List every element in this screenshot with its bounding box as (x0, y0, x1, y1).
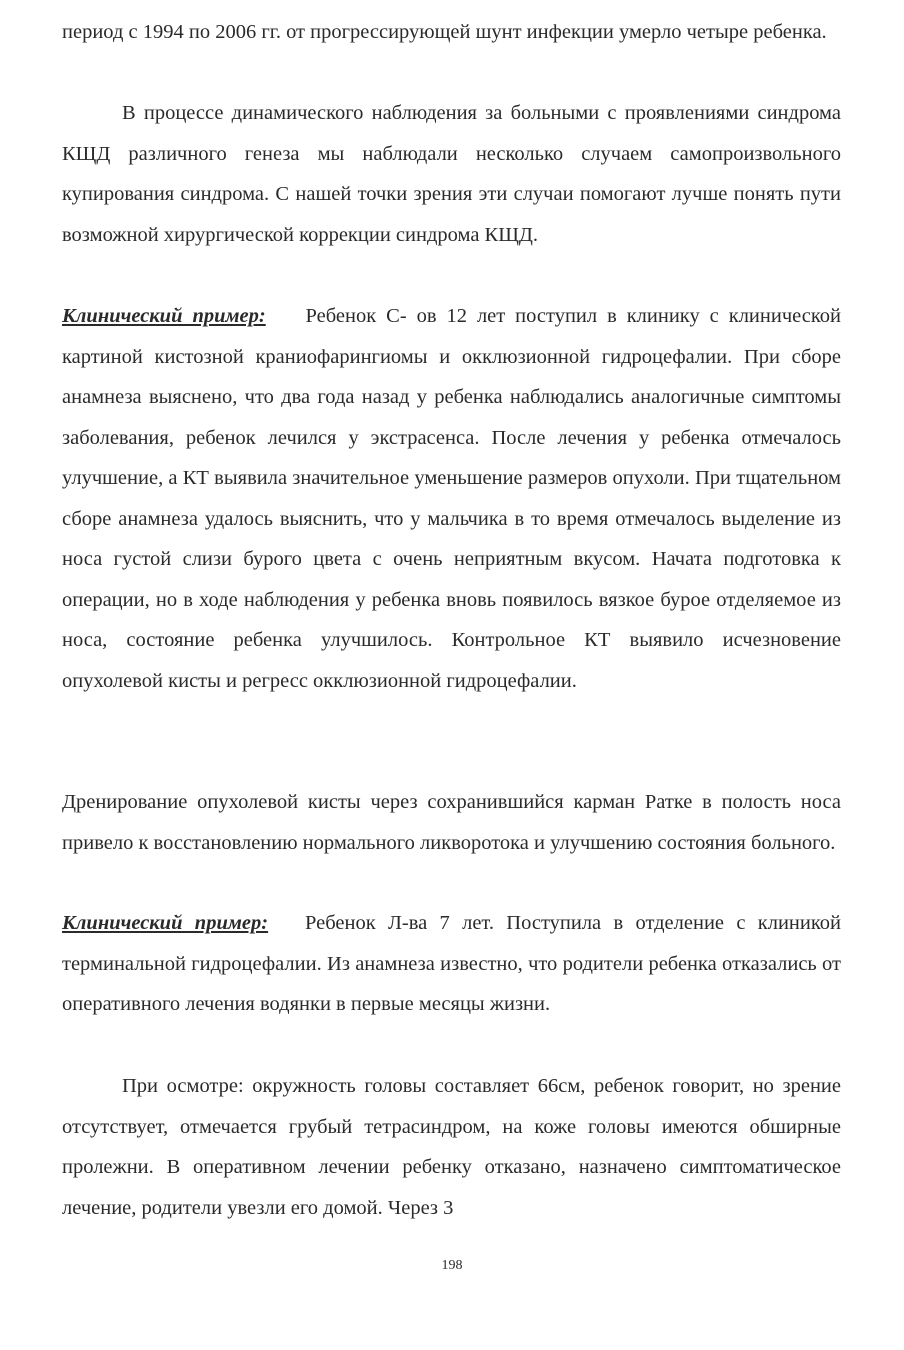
clinical-example-heading: Клинический пример: (62, 305, 266, 327)
paragraph-drainage (62, 782, 841, 863)
paragraph-3-text: Ребенок С- ов 12 лет поступил в клинику с клинической картиной кистозной краниофарингиомы и окклюзионной гидроцефалии. При сборе анамнеза выяснено, что два года назад у ребенка наблюдались аналогичные симптомы заболевания, ребенок лечился у экстрасенса. После лечения у ребенка отмечалось улучшение, а КТ выявила значительное уменьшение размеров опухоли. При тщательном сборе анамнеза удалось выяснить, что у мальчика в то время отмечалось выделение из носа густой слизи бурого цвета с очень неприятным вкусом. Начата подготовка к операции, но в ходе наблюдения у ребенка вновь появилось вязкое бурое отделяемое из носа, состояние ребенка улучшилось. Контрольное КТ выявило исчезновение опухолевой кисты и регресс окклюзионной гидроцефалии. (62, 305, 841, 692)
paragraph-2-text: В процессе динамического наблюдения за больными с проявлениями синдрома КЩД различного генеза мы наблюдали несколько случаем самопроизвольного купирования синдрома. С нашей точки зрения эти случаи помогают лучше понять пути возможной хирургической коррекции синдрома КЩД. (62, 102, 841, 246)
paragraph-1 (62, 12, 841, 53)
paragraph-2 (62, 93, 841, 255)
paragraph-1-text: период с 1994 по 2006 гг. от прогрессирующей шунт инфекции умерло четыре ребенка. (62, 21, 827, 43)
page-number: 198 (441, 1258, 463, 1273)
paragraph-clinical-example-1 (62, 296, 841, 701)
paragraph-clinical-example-2 (62, 903, 841, 1025)
paragraph-examination (62, 1066, 841, 1228)
paragraph-4-text: Дренирование опухолевой кисты через сохранившийся карман Ратке в полость носа привело к восстановлению нормального ликворотока и улучшению состояния больного. (62, 791, 841, 854)
paragraph-6-text: При осмотре: окружность головы составляет 66см, ребенок говорит, но зрение отсутствует, отмечается грубый тетрасиндром, на коже головы имеются обширные пролежни. В оперативном лечении ребенку отказано, назначено симптоматическое лечение, родители увезли его домой. Через 3 (62, 1075, 841, 1219)
clinical-example-heading: Клинический пример: (62, 912, 269, 934)
paragraph-5-text: Ребенок Л-ва 7 лет. Поступила в отделение с клиникой терминальной гидроцефалии. Из анамнеза известно, что родители ребенка отказались от оперативного лечения водянки в первые месяцы жизни. (62, 912, 841, 1015)
